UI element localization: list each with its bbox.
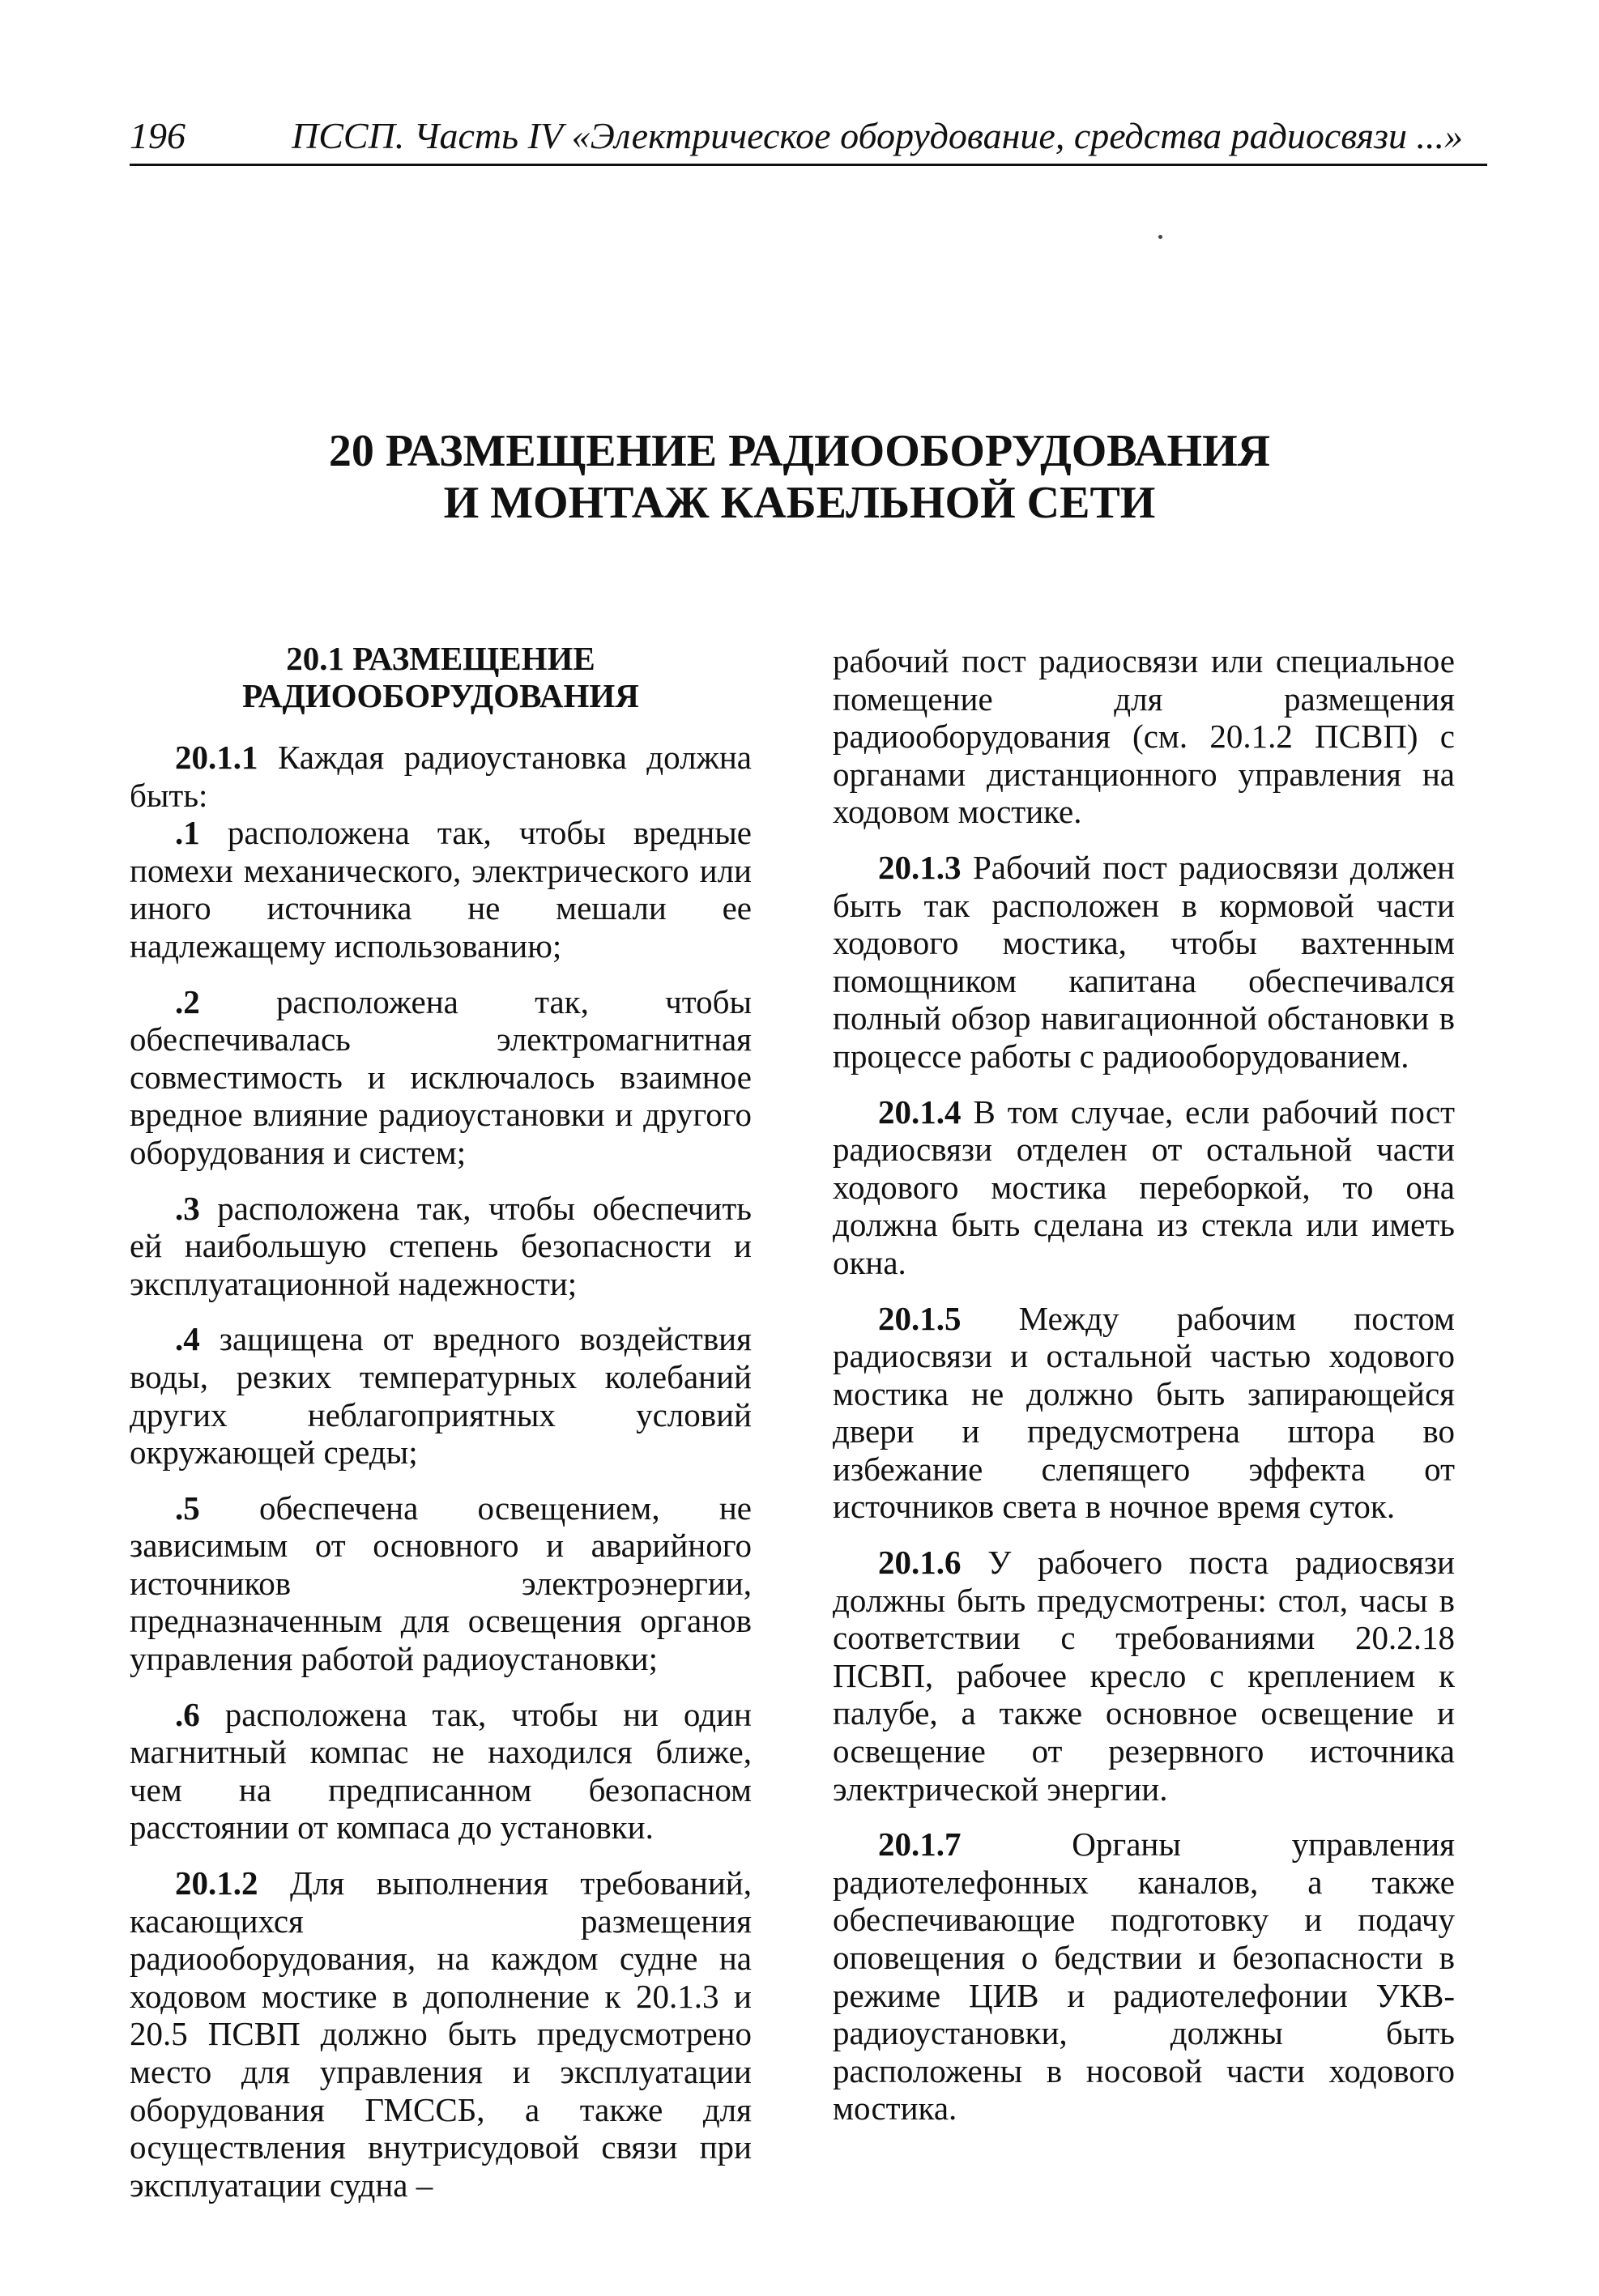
clause-number: 20.1.1: [175, 739, 258, 776]
clause-text: Органы управления радиотелефонных каналов, а также обеспечивающие подготовку и подачу оповещения о бедствии и безопасности в режиме ЦИВ и радиотелефонии УКВ-радиоустановки, должны быть расположены в носовой части ходового мостика.: [833, 1825, 1455, 2128]
paragraph-20-1-7: [833, 1825, 1455, 2128]
clause-number: 20.1.6: [878, 1544, 962, 1582]
section-title-line-1: 20.1 РАЗМЕЩЕНИЕ: [286, 640, 595, 677]
chapter-title-line-2: И МОНТАЖ КАБЕЛЬНОЙ СЕТИ: [443, 478, 1156, 528]
clause-text: Для выполнения требований, касающихся размещения радиооборудования, на каждом судне на ходовом мостике в дополнение к 20.1.3 и 20.5 ПСВП должно быть предусмотрено место для управления и эксплуатации оборудования ГМССБ, а также для осуществления внутрисудовой связи при эксплуатации судна –: [130, 1864, 752, 2204]
clause-text: В том случае, если рабочий пост радиосвязи отделен от остальной части ходового мостика переборкой, то она должна быть сделана из стекла или иметь окна.: [833, 1093, 1455, 1281]
list-item-5: [130, 1489, 752, 1678]
section-title-line-2: РАДИООБОРУДОВАНИЯ: [242, 677, 639, 714]
running-title: ПССП. Часть IV «Электрическое оборудование, средства радиосвязи ...»: [292, 115, 1463, 156]
item-number: .2: [175, 982, 200, 1020]
running-header: [130, 113, 1487, 166]
item-text: расположена так, чтобы обеспечить ей наибольшую степень безопасности и эксплуатационной надежности;: [130, 1189, 752, 1302]
clause-text: Между рабочим постом радиосвязи и остальной частью ходового мостика не должно быть запирающейся двери и предусмотрена штора во избежание слепящего эффекта от источников света в ночное время суток.: [833, 1299, 1455, 1526]
chapter-title: [0, 425, 1599, 529]
item-text: обеспечена освещением, не зависимым от основного и аварийного источников электроэнергии, предназначенным для освещения органов управления работой радиоустановки;: [130, 1489, 752, 1678]
chapter-title-line-1: 20 РАЗМЕЩЕНИЕ РАДИООБОРУДОВАНИЯ: [328, 426, 1271, 476]
list-item-3: [130, 1190, 752, 1303]
clause-number: 20.1.2: [175, 1864, 258, 1902]
section-title: [130, 640, 752, 714]
list-item-6: [130, 1696, 752, 1847]
paragraph-20-1-2: [130, 1864, 752, 2204]
list-item-1: [130, 814, 752, 965]
clause-text: У рабочего поста радиосвязи должны быть предусмотрены: стол, часы в соответствии с требованиями 20.2.18 ПСВП, рабочее кресло с креплением к палубе, а также основное освещение и освещение от резервного источника электрической энергии.: [833, 1544, 1455, 1808]
paragraph-20-1-6: [833, 1544, 1455, 1808]
paragraph-20-1-5: [833, 1300, 1455, 1527]
clause-number: 20.1.4: [878, 1093, 962, 1131]
item-text: расположена так, чтобы ни один магнитный компас не находился ближе, чем на предписанном безопасном расстоянии от компаса до установки.: [130, 1695, 752, 1847]
item-text: расположена так, чтобы обеспечивалась электромагнитная совместимость и исключалось взаимное вредное влияние радиоустановки и другого оборудования и систем;: [130, 982, 752, 1171]
item-number: .4: [175, 1320, 200, 1358]
item-number: .1: [175, 814, 200, 852]
item-number: .5: [175, 1489, 200, 1527]
paragraph-20-1-4: [833, 1093, 1455, 1282]
list-item-2: [130, 983, 752, 1172]
left-column: [130, 640, 752, 2221]
print-speck: [1158, 235, 1162, 239]
paragraph-20-1-2-continued: рабочий пост радиосвязи или специальное помещение для размещения радиооборудования (см. 20.1.2 ПСВП) с органами дистанционного управления на ходовом мостике.: [833, 642, 1455, 831]
clause-number: 20.1.3: [878, 848, 962, 886]
clause-text: Рабочий пост радиосвязи должен быть так расположен в кормовой части ходового мостика, чтобы вахтенным помощником капитана обеспечивался полный обзор навигационной обстановки в процессе работы с радиооборудованием.: [833, 848, 1455, 1075]
paragraph-20-1-1: [130, 739, 752, 814]
clause-number: 20.1.7: [878, 1825, 962, 1864]
item-number: .6: [175, 1695, 200, 1733]
list-item-4: [130, 1320, 752, 1471]
item-number: .3: [175, 1189, 200, 1227]
clause-text: Каждая радиоустановка должна быть:: [130, 739, 752, 814]
paragraph-20-1-3: [833, 849, 1455, 1076]
right-column: [833, 642, 1455, 2145]
item-text: расположена так, чтобы вредные помехи механического, электрического или иного источника не мешали ее надлежащему использованию;: [130, 814, 752, 965]
page-number: 196: [130, 115, 185, 156]
item-text: защищена от вредного воздействия воды, резких температурных колебаний других неблагоприятных условий окружающей среды;: [130, 1320, 752, 1472]
clause-number: 20.1.5: [878, 1299, 962, 1337]
